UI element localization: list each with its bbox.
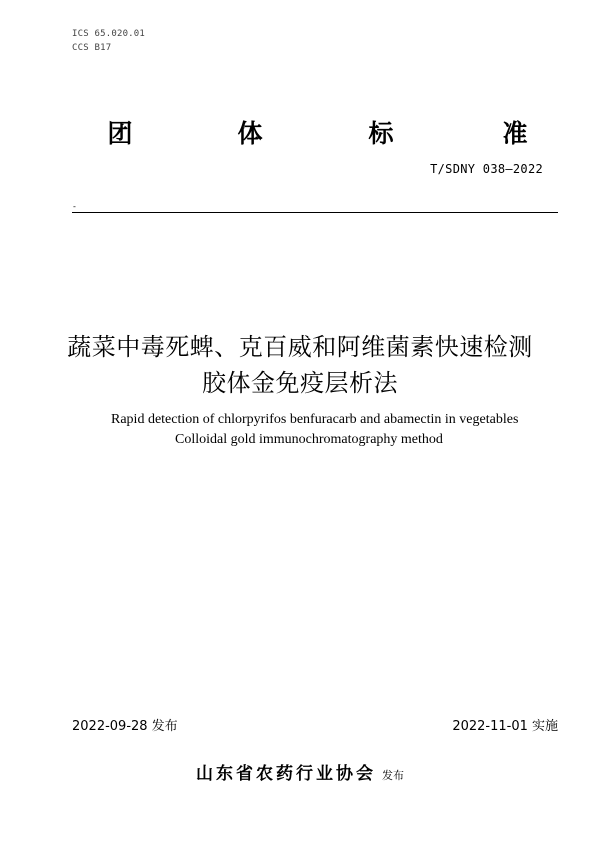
ics-code: ICS 65.020.01 bbox=[72, 29, 146, 39]
title-en-line1: Rapid detection of chlorpyrifos benfuracarb and abamectin in vegetables bbox=[111, 412, 519, 427]
issue-date: 2022-09-28 发布 bbox=[72, 719, 178, 734]
publisher-suffix: 发布 bbox=[382, 769, 404, 782]
header-char-biao: 标 bbox=[368, 119, 394, 148]
ccs-code: CCS B17 bbox=[72, 43, 112, 53]
header-char-tuan: 团 bbox=[107, 119, 133, 148]
standard-code: T/SDNY 038—2022 bbox=[430, 162, 543, 176]
title-cn-line2: 胶体金免疫层析法 bbox=[202, 369, 398, 397]
implementation-date: 2022-11-01 实施 bbox=[452, 719, 558, 734]
header-char-zhun: 准 bbox=[502, 119, 528, 148]
title-cn-line1: 蔬菜中毒死蜱、克百威和阿维菌素快速检测 bbox=[67, 333, 533, 361]
publisher bbox=[0, 759, 600, 784]
header-divider bbox=[72, 212, 558, 213]
publisher-organization: 山东省农药行业协会 bbox=[196, 764, 376, 784]
title-en-line2: Colloidal gold immunochromatography method bbox=[175, 432, 443, 447]
marker-dot: - bbox=[73, 202, 76, 211]
header-char-ti: 体 bbox=[237, 119, 263, 148]
